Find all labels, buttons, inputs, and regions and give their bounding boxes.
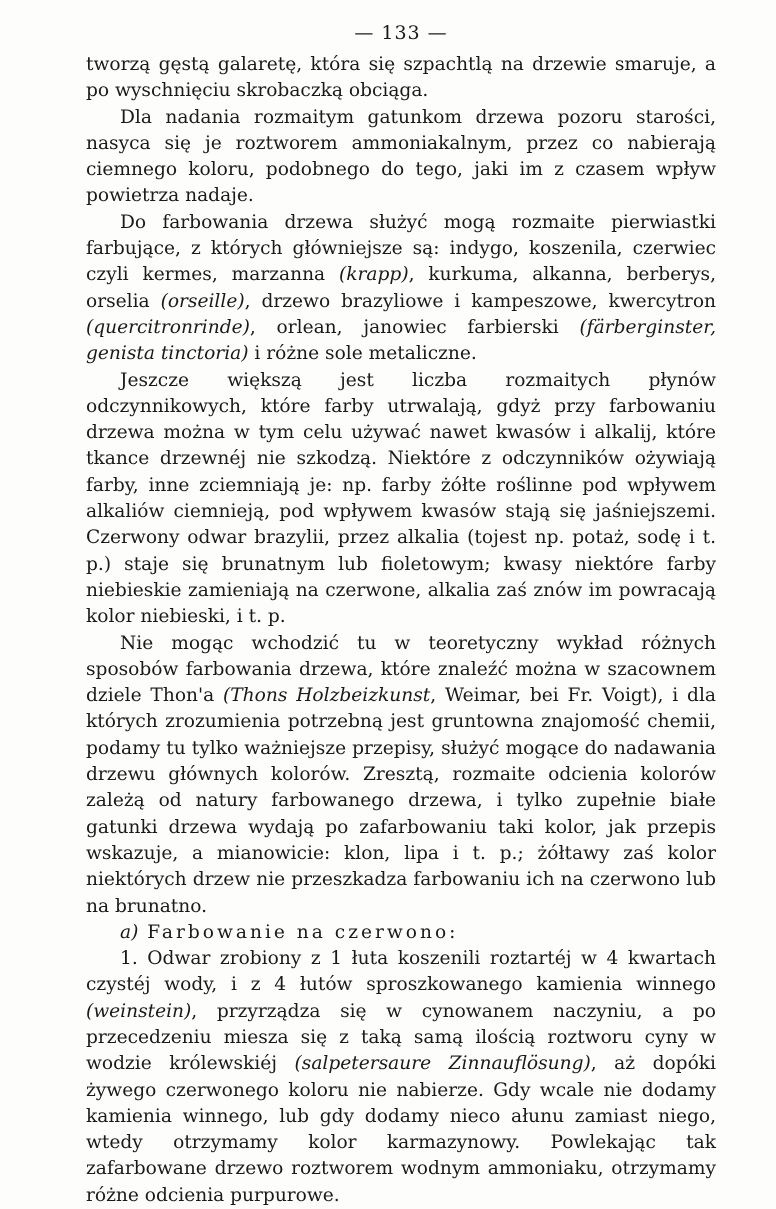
term-weinstein: (weinstein)	[86, 1000, 192, 1022]
term-quercitronrinde: (quercitronrinde)	[86, 316, 250, 338]
paragraph-reagents: Jeszcze większą jest liczba rozmaitych płynów odczynnikowych, które farby utrwalają, gdyż przy farbowaniu drzewa można w tym celu używać nawet kwasów i alkalij, które tkance drzewnéj nie szkodzą. Niektóre z odczynników ożywiają farby, inne zciemniają je: np. farby żółte roślinne pod wpływem alkaliów ciemnieją, pod wpływem kwasów stają się jaśniejszemi. Czerwony odwar brazylii, przez alkalia (tojest np. potaż, sodę i t. p.) staje się brunatnym lub fioletowym; kwasy niektóre farby niebieskie zamieniają na czerwone, alkalia zaś znów im powracają kolor niebieski, i t. p.	[86, 369, 716, 628]
page-number: — 133 —	[354, 22, 448, 44]
term-genista: (färberginster, genista tinctoria)	[86, 316, 716, 365]
section-heading	[86, 920, 716, 946]
paragraph-recipe-1: 1. Odwar zrobiony z 1 łuta koszenili roztartéj w 4 kwartach czystéj wody, i z 4 łutów sproszkowanego kamienia winnego (weinstein), przyrządza się w cynowanem naczyniu, a po przecedzeniu miesza się z taką samą ilością roztworu cyny w wodzie królewskiéj (salpetersaure Zinnauflösung), aż dopóki żywego czerwonego koloru nie nabierze. Gdy wcale nie dodamy kamienia winnego, lub gdy dodamy nieco ałunu zamiast niego, wtedy otrzymamy kolor karmazynowy. Powlekając tak zafarbowane drzewo roztworem wodnym ammoniaku, otrzymamy różne odcienia purpurowe.	[86, 948, 716, 1206]
term-krapp: (krapp)	[339, 264, 409, 286]
paragraph-dye-substances: Do farbowania drzewa służyć mogą rozmaite pierwiastki farbujące, z których główniejsze są: indygo, koszenila, czerwiec czyli kermes, marzanna (krapp), kurkuma, alkanna, berberys, orselia (orseille), drzewo brazyliowe i kampeszowe, kwercytron (quercitronrinde), orlean, janowiec farbierski (färberginster, genista tinctoria) i różne sole metaliczne.	[86, 211, 716, 365]
term-orseille: (orseille)	[160, 290, 245, 312]
page-body	[86, 52, 716, 1209]
paragraph-continuation: tworzą gęstą galaretę, która się szpachtlą na drzewie smaruje, a po wyschnięciu skrobaczką obciąga.	[86, 54, 716, 102]
section-label: a)	[120, 921, 139, 943]
paragraph-methods: Nie mogąc wchodzić tu w teoretyczny wykład różnych sposobów farbowania drzewa, które znaleźć można w szacownem dziele Thon'a (Thons Holzbeizkunst, Weimar, bei Fr. Voigt), i dla których zrozumienia potrzebną jest gruntowna znajomość chemii, podamy tu tylko ważniejsze przepisy, służyć mogące do nadawania drzewu głównych kolorów. Zresztą, rozmaite odcienia kolorów zależą od natury farbowanego drzewa, i tylko zupełnie białe gatunki drzewa wydają po zafarbowaniu taki kolor, jak przepis wskazuje, a mianowicie: klon, lipa i t. p.; żółtawy zaś kolor niektórych drzew nie przeszkadza farbowaniu ich na czerwono lub na brunatno.	[86, 632, 716, 917]
paragraph-aging-wood: Dla nadania rozmaitym gatunkom drzewa pozoru starości, nasyca się je roztworem ammoniakalnym, przez co nabierają ciemnego koloru, podobnego do tego, jaki im z czasem wpływ powietrza nadaje.	[86, 106, 716, 207]
section-title: Farbowanie na czerwono:	[147, 921, 459, 943]
term-thons-holzbeizkunst: (Thons Holzbeizkunst	[223, 685, 431, 707]
term-zinnauflosung: (salpetersaure Zinnauflösung)	[294, 1053, 591, 1075]
